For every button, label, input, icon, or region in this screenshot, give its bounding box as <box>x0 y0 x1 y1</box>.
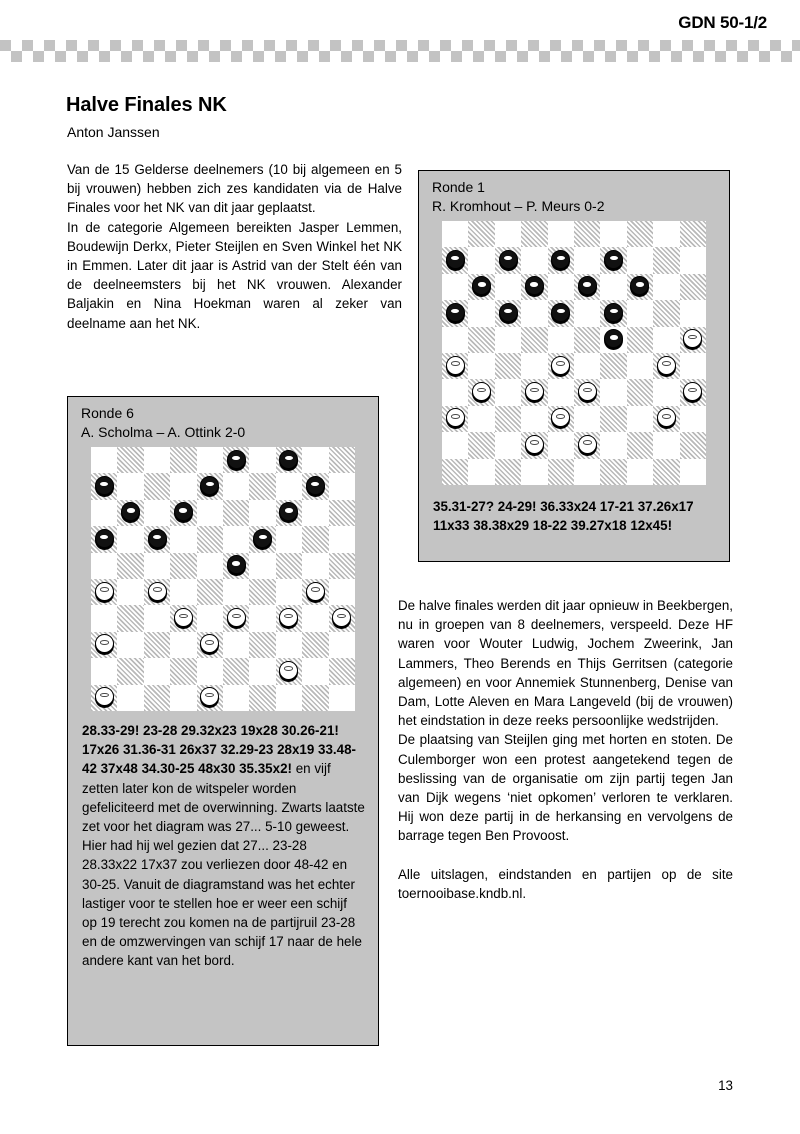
board-square <box>468 327 494 353</box>
board-square <box>329 685 355 711</box>
board-square <box>170 658 196 684</box>
black-piece <box>95 529 114 548</box>
black-piece <box>604 303 623 322</box>
board-square <box>144 658 170 684</box>
board-square <box>468 353 494 379</box>
board-square <box>627 274 653 300</box>
board-square <box>600 221 626 247</box>
board-square <box>91 605 117 631</box>
board-square <box>442 247 468 273</box>
board-square <box>680 274 706 300</box>
board-square <box>468 221 494 247</box>
board-square <box>548 353 574 379</box>
board-square <box>574 353 600 379</box>
board-square <box>600 406 626 432</box>
black-piece <box>95 476 114 495</box>
board-square <box>627 432 653 458</box>
black-piece <box>227 450 246 469</box>
board-square <box>653 353 679 379</box>
board-square <box>495 247 521 273</box>
board-square <box>329 500 355 526</box>
board-square <box>653 406 679 432</box>
board-square <box>521 221 547 247</box>
board-square <box>170 447 196 473</box>
black-piece <box>446 303 465 322</box>
board-square <box>600 379 626 405</box>
board-square <box>197 526 223 552</box>
white-piece <box>551 408 570 427</box>
white-piece <box>200 634 219 653</box>
board-square <box>468 247 494 273</box>
white-piece <box>306 582 325 601</box>
black-piece <box>551 250 570 269</box>
board-square <box>91 658 117 684</box>
players-label: A. Scholma – A. Ottink 2-0 <box>81 424 246 440</box>
board-square <box>627 221 653 247</box>
board-square <box>521 300 547 326</box>
board-square <box>468 459 494 485</box>
board-square <box>223 500 249 526</box>
board-square <box>574 327 600 353</box>
board-square <box>223 447 249 473</box>
board-square <box>197 658 223 684</box>
board-square <box>249 658 275 684</box>
board-square <box>329 632 355 658</box>
board-square <box>302 473 328 499</box>
board-square <box>548 406 574 432</box>
board-square <box>144 500 170 526</box>
board-square <box>197 605 223 631</box>
board-square <box>574 221 600 247</box>
board-square <box>302 500 328 526</box>
board-square <box>91 632 117 658</box>
board-square <box>680 406 706 432</box>
board-square <box>521 459 547 485</box>
board-square <box>117 632 143 658</box>
board-square <box>680 221 706 247</box>
black-piece <box>472 276 491 295</box>
board-square <box>548 432 574 458</box>
board-square <box>302 553 328 579</box>
board-square <box>249 632 275 658</box>
board-square <box>627 247 653 273</box>
paragraph: In de categorie Algemeen bereikten Jasper Lemmen, Boudewijn Derkx, Pieter Steijlen en Sven Winkel het NK in Emmen. Later dit jaar is Astrid van der Stelt één van de deelneemsters bij het NK vrouwen. Alexander Baljakin en Nina Hoekman waren al zeker van deelname aan het NK. <box>67 219 402 331</box>
board-square <box>627 353 653 379</box>
board-square <box>653 379 679 405</box>
board-square <box>329 605 355 631</box>
board-square <box>117 658 143 684</box>
board-square <box>223 579 249 605</box>
board-square <box>495 327 521 353</box>
board-square <box>653 274 679 300</box>
board-square <box>117 579 143 605</box>
black-piece <box>630 276 649 295</box>
board-square <box>223 553 249 579</box>
board-square <box>91 500 117 526</box>
diagram-box-ronde-6 <box>67 396 379 1046</box>
checkered-divider-bar <box>0 40 800 62</box>
board-square <box>249 447 275 473</box>
board-square <box>249 579 275 605</box>
board-square <box>249 605 275 631</box>
board-square <box>223 526 249 552</box>
board-square <box>197 473 223 499</box>
board-square <box>144 553 170 579</box>
board-square <box>442 379 468 405</box>
board-square <box>680 459 706 485</box>
paragraph: De plaatsing van Steijlen ging met horten en stoten. De Culemborger won een protest aangetekend tegen de beslissing van de organisatie om zijn partij tegen Jan van Dijk wegens ‘niet opkomen’ verloren te verklaren. Hij won deze partij in de herkansing en vervolgens de barrage tegen Ben Provoost. <box>398 732 733 844</box>
board-square <box>144 579 170 605</box>
board-square <box>495 353 521 379</box>
white-piece <box>200 687 219 706</box>
white-piece <box>683 329 702 348</box>
board-square <box>627 406 653 432</box>
white-piece <box>174 608 193 627</box>
board-square <box>521 247 547 273</box>
paragraph: Alle uitslagen, eindstanden en partijen op de site toernooibase.kndb.nl. <box>398 866 733 901</box>
board-square <box>170 500 196 526</box>
board-wrapper-ronde-1 <box>419 221 729 485</box>
board-square <box>144 447 170 473</box>
board-square <box>627 379 653 405</box>
board-square <box>144 632 170 658</box>
board-square <box>653 221 679 247</box>
players-label: R. Kromhout – P. Meurs 0-2 <box>432 198 605 214</box>
board-square <box>574 459 600 485</box>
board-square <box>653 432 679 458</box>
board-square <box>548 379 574 405</box>
board-square <box>249 473 275 499</box>
board-square <box>170 553 196 579</box>
board-square <box>442 300 468 326</box>
board-square <box>144 685 170 711</box>
board-square <box>329 658 355 684</box>
board-square <box>468 432 494 458</box>
diagram-header-ronde-6 <box>68 397 378 442</box>
white-piece <box>578 435 597 454</box>
board-square <box>302 526 328 552</box>
board-square <box>276 685 302 711</box>
board-square <box>495 300 521 326</box>
board-square <box>117 605 143 631</box>
white-piece <box>472 382 491 401</box>
board-square <box>329 526 355 552</box>
board-square <box>574 379 600 405</box>
board-square <box>574 300 600 326</box>
board-square <box>223 473 249 499</box>
black-piece <box>446 250 465 269</box>
black-piece <box>279 450 298 469</box>
diagram-box-ronde-1 <box>418 170 730 562</box>
board-square <box>144 605 170 631</box>
board-square <box>144 473 170 499</box>
board-square <box>442 432 468 458</box>
board-square <box>170 685 196 711</box>
board-square <box>91 447 117 473</box>
board-square <box>117 500 143 526</box>
white-piece <box>657 356 676 375</box>
page-masthead <box>0 0 800 62</box>
board-square <box>197 685 223 711</box>
black-piece <box>200 476 219 495</box>
board-square <box>276 658 302 684</box>
board-square <box>302 632 328 658</box>
board-square <box>329 473 355 499</box>
board-square <box>680 353 706 379</box>
board-square <box>223 658 249 684</box>
white-piece <box>446 356 465 375</box>
board-square <box>117 526 143 552</box>
board-square <box>442 327 468 353</box>
board-square <box>548 247 574 273</box>
black-piece <box>551 303 570 322</box>
board-square <box>302 579 328 605</box>
page-title: Halve Finales NK <box>66 94 227 116</box>
white-piece <box>683 382 702 401</box>
board-square <box>276 447 302 473</box>
board-square <box>302 685 328 711</box>
board-square <box>91 553 117 579</box>
white-piece <box>148 582 167 601</box>
board-wrapper-ronde-6 <box>68 447 378 711</box>
board-square <box>170 579 196 605</box>
article-author: Anton Janssen <box>67 124 160 140</box>
white-piece <box>95 582 114 601</box>
black-piece <box>578 276 597 295</box>
white-piece <box>95 634 114 653</box>
board-square <box>197 579 223 605</box>
board-square <box>223 605 249 631</box>
board-square <box>548 300 574 326</box>
board-square <box>144 526 170 552</box>
board-square <box>302 447 328 473</box>
board-square <box>600 459 626 485</box>
black-piece <box>121 502 140 521</box>
board-square <box>548 274 574 300</box>
board-square <box>276 579 302 605</box>
board-square <box>521 406 547 432</box>
board-square <box>468 406 494 432</box>
white-piece <box>525 382 544 401</box>
board-square <box>197 500 223 526</box>
board-square <box>170 632 196 658</box>
diagram-header-ronde-1 <box>419 171 729 216</box>
board-square <box>653 327 679 353</box>
board-square <box>442 459 468 485</box>
board-square <box>627 459 653 485</box>
paragraph: De halve finales werden dit jaar opnieuw in Beekbergen, nu in groepen van 8 deelnemers, verspeeld. Deze HF waren voor Wouter Ludwig, Jochem Zweerink, Jan Lammers, Theo Berends en Thijs Gerritsen (categorie algemeen) en voor Annemiek Stunnenberg, Denise van Dam, Lotte Aleven en Mara Langeveld (bij de vrouwen) het eindstation in deze reeks persoonlijke wedstrijden. <box>398 598 733 729</box>
board-square <box>680 432 706 458</box>
board-square <box>197 632 223 658</box>
black-piece <box>499 250 518 269</box>
board-square <box>329 553 355 579</box>
board-square <box>627 300 653 326</box>
board-square <box>680 379 706 405</box>
board-square <box>495 432 521 458</box>
board-square <box>117 473 143 499</box>
board-square <box>468 300 494 326</box>
board-square <box>627 327 653 353</box>
white-piece <box>95 687 114 706</box>
board-square <box>495 459 521 485</box>
black-piece <box>525 276 544 295</box>
board-square <box>329 579 355 605</box>
moves-notation: 28.33-29! 23-28 29.32x23 19x28 30.26-21! 17x26 31.36-31 26x37 32.29-23 28x19 33.48-42 37x48 34.30-25 48x30 35.35x2! <box>82 722 357 777</box>
moves-commentary: en vijf zetten later kon de witspeler worden gefeliciteerd met de overwinning. Zwarts laatste zet voor het diagram was 27... 5-10 geweest. Hier had hij wel gezien dat 27... 23-28 28.33x22 17x37 zou verliezen door 48-42 en 30-25. Vanuit de diagramstand was het echter lastiger voor te stellen hoe er weer een schijf op 19 terecht zou komen na de partijruil 23-28 en de omzwervingen van schijf 17 naar de hele andere kant van het bord. <box>82 761 365 969</box>
white-piece <box>657 408 676 427</box>
board-square <box>117 553 143 579</box>
board-square <box>170 605 196 631</box>
white-piece <box>551 356 570 375</box>
board-square <box>468 379 494 405</box>
board-square <box>600 247 626 273</box>
round-label: Ronde 6 <box>81 405 134 421</box>
board-square <box>223 632 249 658</box>
board-square <box>574 406 600 432</box>
black-piece <box>174 502 193 521</box>
board-square <box>653 300 679 326</box>
board-square <box>521 327 547 353</box>
board-square <box>276 526 302 552</box>
white-piece <box>525 435 544 454</box>
draughts-board-ronde-1 <box>442 221 706 485</box>
board-square <box>91 473 117 499</box>
board-square <box>170 526 196 552</box>
moves-ronde-1: 35.31-27? 24-29! 36.33x24 17-21 37.26x17 11x33 38.38x29 18-22 39.27x18 12x45! <box>433 498 694 534</box>
board-square <box>653 459 679 485</box>
black-piece <box>227 555 246 574</box>
board-square <box>574 274 600 300</box>
board-square <box>117 685 143 711</box>
board-square <box>600 432 626 458</box>
black-piece <box>279 502 298 521</box>
board-square <box>302 605 328 631</box>
issue-label: GDN 50-1/2 <box>678 13 767 32</box>
board-square <box>276 632 302 658</box>
round-label: Ronde 1 <box>432 179 485 195</box>
black-piece <box>148 529 167 548</box>
board-square <box>600 274 626 300</box>
board-square <box>600 327 626 353</box>
black-piece <box>499 303 518 322</box>
black-piece <box>306 476 325 495</box>
black-piece <box>253 529 272 548</box>
board-square <box>276 500 302 526</box>
board-square <box>548 459 574 485</box>
white-piece <box>279 661 298 680</box>
board-square <box>442 221 468 247</box>
black-piece <box>604 329 623 348</box>
board-square <box>653 247 679 273</box>
board-square <box>495 406 521 432</box>
board-square <box>600 300 626 326</box>
board-square <box>600 353 626 379</box>
board-square <box>442 274 468 300</box>
board-square <box>91 685 117 711</box>
board-square <box>276 605 302 631</box>
board-square <box>521 353 547 379</box>
paragraph: Van de 15 Gelderse deelnemers (10 bij algemeen en 5 bij vrouwen) hebben zich zes kandidaten via de Halve Finales voor het NK van dit jaar geplaatst. <box>67 162 402 216</box>
board-square <box>680 300 706 326</box>
board-square <box>521 432 547 458</box>
board-square <box>521 274 547 300</box>
board-square <box>442 353 468 379</box>
board-square <box>91 526 117 552</box>
board-square <box>495 274 521 300</box>
board-square <box>223 685 249 711</box>
board-square <box>495 221 521 247</box>
board-square <box>574 432 600 458</box>
board-square <box>468 274 494 300</box>
board-square <box>680 247 706 273</box>
page-number: 13 <box>718 1078 733 1093</box>
board-square <box>548 327 574 353</box>
board-square <box>197 553 223 579</box>
board-square <box>276 553 302 579</box>
board-square <box>249 500 275 526</box>
white-piece <box>227 608 246 627</box>
board-square <box>495 379 521 405</box>
board-square <box>680 327 706 353</box>
white-piece <box>578 382 597 401</box>
board-square <box>574 247 600 273</box>
board-square <box>442 406 468 432</box>
board-square <box>197 447 223 473</box>
board-square <box>302 658 328 684</box>
right-column-text <box>398 596 733 903</box>
white-piece <box>446 408 465 427</box>
board-square <box>548 221 574 247</box>
white-piece <box>332 608 351 627</box>
board-square <box>249 526 275 552</box>
board-square <box>117 447 143 473</box>
board-square <box>170 473 196 499</box>
moves-ronde-6 <box>68 711 378 971</box>
board-square <box>249 685 275 711</box>
draughts-board-ronde-6 <box>91 447 355 711</box>
board-square <box>521 379 547 405</box>
board-square <box>91 579 117 605</box>
board-square <box>276 473 302 499</box>
white-piece <box>279 608 298 627</box>
black-piece <box>604 250 623 269</box>
board-square <box>329 447 355 473</box>
left-column-text <box>67 160 402 333</box>
board-square <box>249 553 275 579</box>
